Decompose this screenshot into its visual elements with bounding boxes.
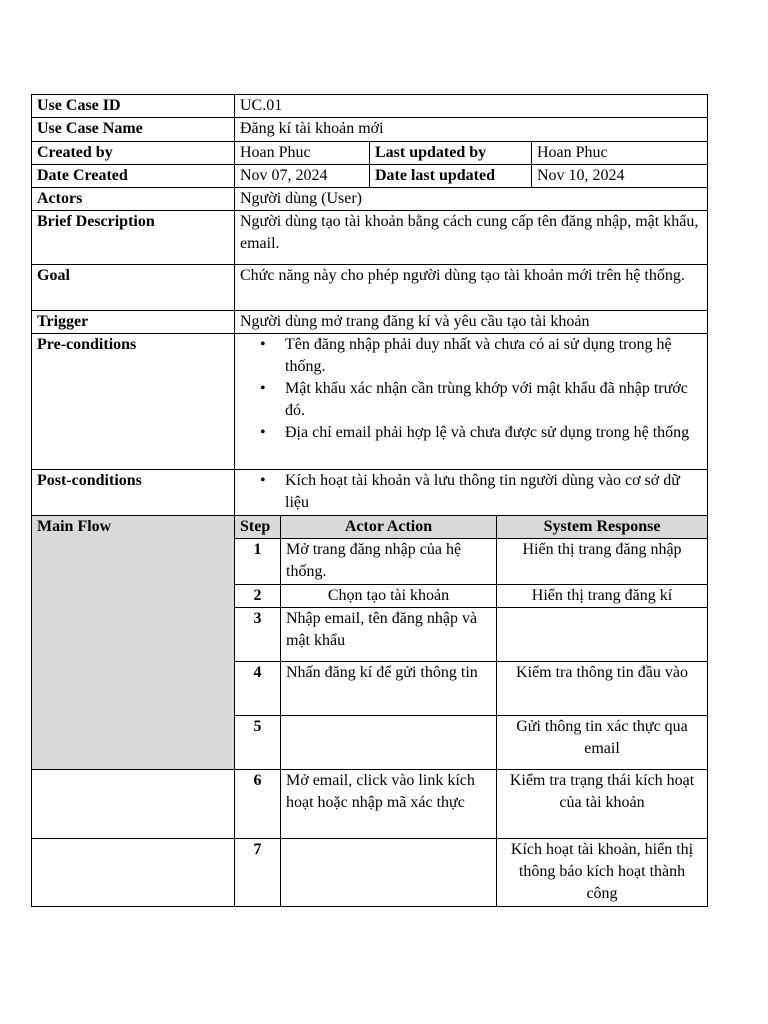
empty-cell <box>32 770 235 839</box>
system-response <box>497 608 708 662</box>
actor-action: Chọn tạo tài khoản <box>281 585 497 608</box>
list-item-text: Tên đăng nhập phải duy nhất và chưa có ai sử dụng trong hệ thống. <box>285 336 672 375</box>
actor-action-header: Actor Action <box>281 516 497 539</box>
date-created-label: Date Created <box>32 165 235 188</box>
list-item-text: Mật khẩu xác nhận cần trùng khớp với mật khẩu đã nhập trước đó. <box>285 380 688 419</box>
system-response: Kích hoạt tài khoản, hiển thị thông báo kích hoạt thành công <box>497 839 708 907</box>
system-response-header: System Response <box>497 516 708 539</box>
postconditions-label: Post-conditions <box>32 470 235 516</box>
bullet-icon: • <box>260 380 266 397</box>
table-row <box>32 839 708 907</box>
postconditions-list <box>240 470 702 514</box>
row-goal <box>32 265 708 311</box>
list-item <box>260 378 702 422</box>
list-item-text: Kích hoạt tài khoản và lưu thông tin người dùng vào cơ sở dữ liệu <box>285 472 680 511</box>
row-trigger <box>32 311 708 334</box>
created-by-label: Created by <box>32 142 235 165</box>
step-number: 2 <box>235 585 281 608</box>
use-case-document <box>31 94 707 907</box>
step-number: 5 <box>235 716 281 770</box>
step-number: 7 <box>235 839 281 907</box>
system-response: Gửi thông tin xác thực qua email <box>497 716 708 770</box>
last-updated-by-label: Last updated by <box>370 142 532 165</box>
preconditions-label: Pre-conditions <box>32 334 235 470</box>
row-use-case-id <box>32 95 708 118</box>
use-case-name-value: Đăng kí tài khoản mới <box>235 118 708 142</box>
row-actors <box>32 188 708 211</box>
use-case-id-value: UC.01 <box>235 95 708 118</box>
actor-action: Nhấn đăng kí để gửi thông tin <box>281 662 497 716</box>
table-row <box>32 770 708 839</box>
list-item <box>260 422 702 444</box>
actor-action <box>281 839 497 907</box>
actor-action <box>281 716 497 770</box>
brief-description-label: Brief Description <box>32 211 235 265</box>
goal-value: Chức năng này cho phép người dùng tạo tài khoản mới trên hệ thống. <box>235 265 708 311</box>
actors-value: Người dùng (User) <box>235 188 708 211</box>
empty-cell <box>32 839 235 907</box>
system-response: Hiển thị trang đăng nhập <box>497 539 708 585</box>
step-header: Step <box>235 516 281 539</box>
trigger-value: Người dùng mở trang đăng kí và yêu cầu tạo tài khoản <box>235 311 708 334</box>
list-item <box>260 470 702 514</box>
actor-action: Mở email, click vào link kích hoạt hoặc nhập mã xác thực <box>281 770 497 839</box>
use-case-table <box>31 94 708 907</box>
system-response: Kiểm tra thông tin đầu vào <box>497 662 708 716</box>
last-updated-by-value: Hoan Phuc <box>532 142 708 165</box>
actors-label: Actors <box>32 188 235 211</box>
preconditions-value <box>235 334 708 470</box>
actor-action: Mở trang đăng nhập của hệ thống. <box>281 539 497 585</box>
list-item-text: Địa chỉ email phải hợp lệ và chưa được sử dụng trong hệ thống <box>285 424 690 441</box>
created-by-value: Hoan Phuc <box>235 142 370 165</box>
use-case-id-label: Use Case ID <box>32 95 235 118</box>
row-date-created <box>32 165 708 188</box>
main-flow-header-row <box>32 516 708 539</box>
step-number: 3 <box>235 608 281 662</box>
list-item <box>260 334 702 378</box>
step-number: 1 <box>235 539 281 585</box>
row-created-by <box>32 142 708 165</box>
date-last-updated-label: Date last updated <box>370 165 532 188</box>
step-number: 6 <box>235 770 281 839</box>
actor-action: Nhập email, tên đăng nhập và mật khẩu <box>281 608 497 662</box>
date-created-value: Nov 07, 2024 <box>235 165 370 188</box>
trigger-label: Trigger <box>32 311 235 334</box>
preconditions-list <box>240 334 702 444</box>
row-postconditions <box>32 470 708 516</box>
goal-label: Goal <box>32 265 235 311</box>
bullet-icon: • <box>260 472 266 489</box>
bullet-icon: • <box>260 424 266 441</box>
use-case-name-label: Use Case Name <box>32 118 235 142</box>
row-use-case-name <box>32 118 708 142</box>
main-flow-label: Main Flow <box>32 516 235 770</box>
bullet-icon: • <box>260 336 266 353</box>
postconditions-value <box>235 470 708 516</box>
date-last-updated-value: Nov 10, 2024 <box>532 165 708 188</box>
system-response: Kiểm tra trạng thái kích hoạt của tài khoản <box>497 770 708 839</box>
system-response: Hiển thị trang đăng kí <box>497 585 708 608</box>
brief-description-value: Người dùng tạo tài khoản bằng cách cung cấp tên đăng nhập, mật khẩu, email. <box>235 211 708 265</box>
row-brief-description <box>32 211 708 265</box>
step-number: 4 <box>235 662 281 716</box>
row-preconditions <box>32 334 708 470</box>
